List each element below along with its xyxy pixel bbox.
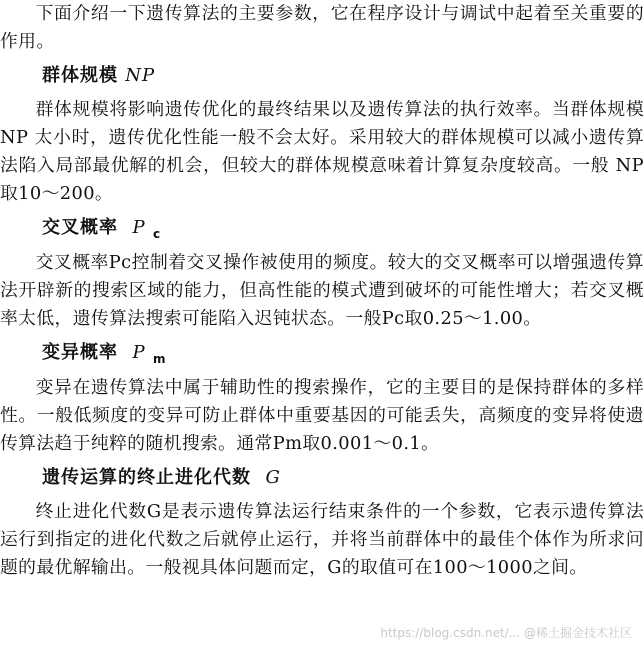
watermark-text: https://blog.csdn.net/... @稀土掘金技术社区 [380,626,632,640]
section-body-crossover-probability: 交叉概率Pc控制着交叉操作被使用的频度。较大的交叉概率可以增强遗传算法开辟新的搜索区域的能力，但高性能的模式遭到破坏的可能性增大；若交叉概率太低，遗传算法搜索可能陷入迟钝状态。一般Pc取0.25～1.00。 [0,252,644,329]
section-body-population-size: 群体规模将影响遗传优化的最终结果以及遗传算法的执行效率。当群体规模NP 太小时，遗传优化性能一般不会太好。采用较大的群体规模可以减小遗传算法陷入局部最优解的机会，但较大的群体规模意味着计算复杂度较高。一般 NP取10～200。 [0,99,644,204]
intro-paragraph: 下面介绍一下遗传算法的主要参数，它在程序设计与调试中起着至关重要的作用。 [0,3,644,52]
section-body-termination-generation: 终止进化代数G是表示遗传算法运行结束条件的一个参数，它表示遗传算法运行到指定的进化代数之后就停止运行，并将当前群体中的最佳个体作为所求问题的最优解输出。一般视具体问题而定，G的取值可在100～1000之间。 [0,501,644,578]
section-heading-termination-generation: 遗传运算的终止进化代数 G [42,467,281,488]
section-heading-population-size: 群体规模 NP [42,65,156,86]
section-heading-crossover-probability: 交叉概率 P $_c$ [42,217,162,241]
section-heading-mutation-probability: 变异概率 P $_m$ [42,342,167,366]
section-body-mutation-probability: 变异在遗传算法中属于辅助性的搜索操作，它的主要目的是保持群体的多样性。一般低频度的变异可防止群体中重要基因的可能丢失，高频度的变异将使遗传算法趋于纯粹的随机搜索。通常Pm取0.001～0.1。 [0,377,644,454]
